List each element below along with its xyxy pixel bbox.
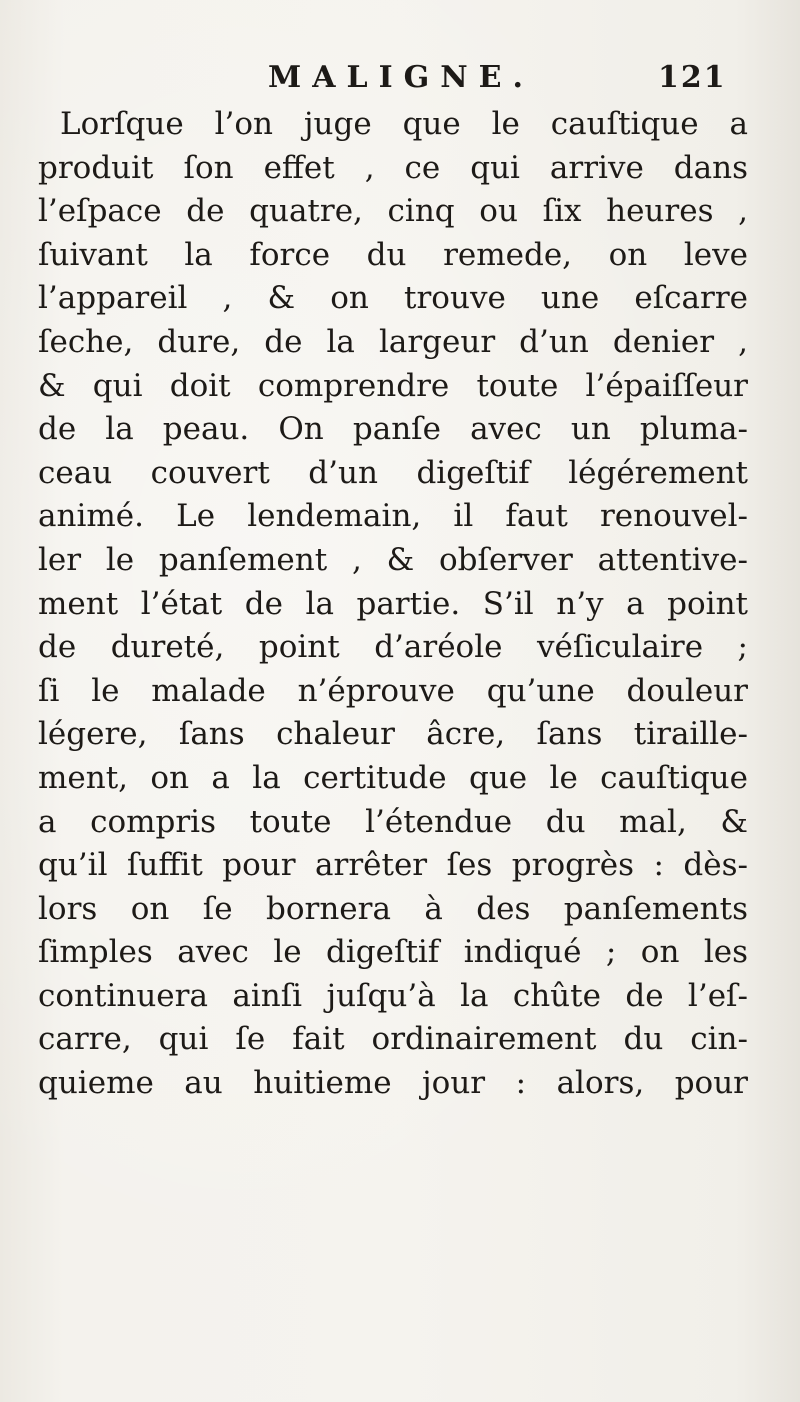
running-title: MALIGNE. — [268, 60, 534, 95]
text-line: qu’il ſuffit pour arrêter ſes progrès : dès- — [38, 847, 748, 884]
text-line: légere, ſans chaleur âcre, ſans tiraille- — [38, 716, 748, 753]
text-line: ment l’état de la partie. S’il n’y a point — [38, 585, 748, 622]
text-line: Lorſque l’on juge que le cauſtique a — [60, 106, 748, 142]
body-text — [38, 103, 748, 1106]
text-line: ſuivant la force du remede, on leve — [38, 236, 748, 273]
text-line: ſi le malade n’éprouve qu’une douleur — [38, 672, 748, 709]
text-line: ler le panſement , & obſerver attentive- — [38, 541, 748, 578]
text-line: l’eſpace de quatre, cinq ou ſix heures , — [38, 193, 748, 230]
text-line: ment, on a la certitude que le cauſtique — [38, 759, 748, 796]
text-line: a compris toute l’étendue du mal, & — [38, 803, 748, 840]
text-line: ſimples avec le digeſtif indiqué ; on les — [38, 934, 748, 971]
text-line: de la peau. On panſe avec un pluma- — [38, 411, 748, 448]
text-line: produit ſon effet , ce qui arrive dans — [38, 149, 748, 186]
text-line: carre, qui ſe fait ordinairement du cin- — [38, 1021, 748, 1058]
text-line: & qui doit comprendre toute l’épaiſſeur — [38, 367, 748, 404]
text-line: ſeche, dure, de la largeur d’un denier , — [38, 323, 748, 360]
text-line: animé. Le lendemain, il faut renouvel- — [38, 498, 748, 535]
running-head — [40, 60, 780, 100]
text-line: continuera ainſi juſqu’à la chûte de l’eſ- — [38, 977, 748, 1014]
text-line: lors on ſe bornera à des panſements — [38, 890, 748, 927]
text-line: l’appareil , & on trouve une eſcarre — [38, 280, 748, 317]
page-number: 121 — [658, 60, 727, 95]
text-line: ceau couvert d’un digeſtif légérement — [38, 454, 748, 491]
text-line: de dureté, point d’aréole véſiculaire ; — [38, 629, 748, 666]
text-line: quieme au huitieme jour : alors, pour — [38, 1065, 748, 1102]
